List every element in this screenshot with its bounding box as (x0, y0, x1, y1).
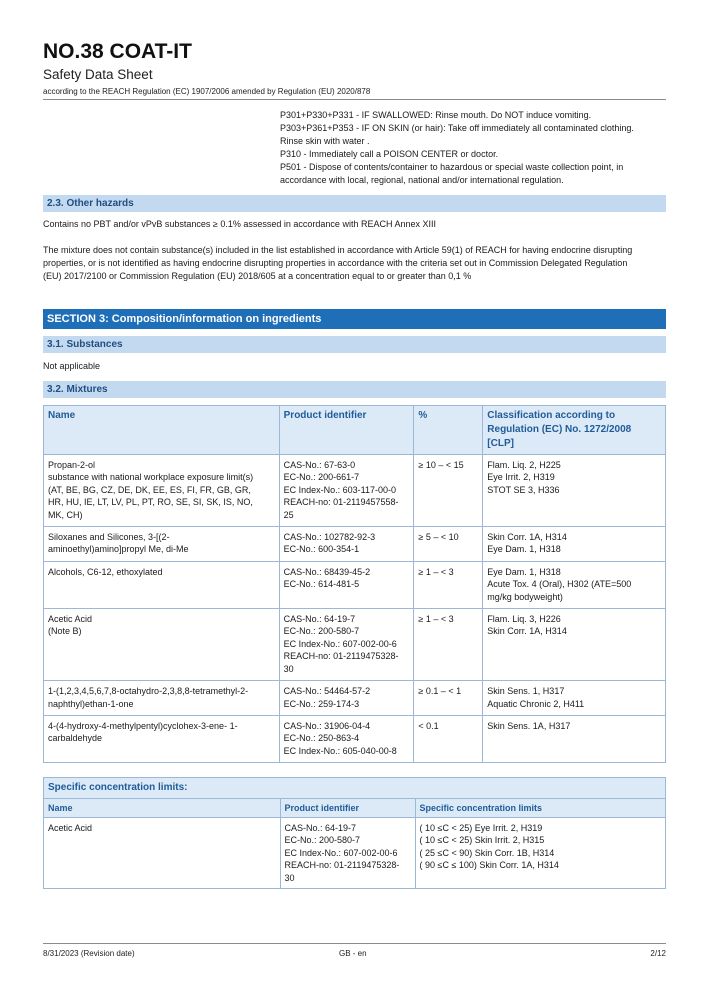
column-header-limits: Specific concentration limits (415, 799, 665, 818)
cell-line: CAS-No.: 31906-04-4 (283, 720, 371, 731)
classification-cell (483, 715, 666, 762)
precautionary-line: accordance with local, regional, national and/or international regulation. (280, 175, 564, 186)
cell-line: Flam. Liq. 3, H226 (487, 614, 561, 625)
document-type: Safety Data Sheet (43, 67, 153, 82)
classification-cell (483, 681, 666, 716)
cell-line: ( 90 ≤C ≤ 100) Skin Corr. 1A, H314 (419, 860, 559, 871)
scl-title: Specific concentration limits: (44, 778, 665, 798)
precautionary-statements (280, 109, 670, 188)
revision-date: 8/31/2023 (Revision date) (43, 949, 135, 958)
cell-line: STOT SE 3, H336 (487, 484, 560, 495)
mixtures-table (43, 405, 666, 763)
cell-line: Alcohols, C6-12, ethoxylated (48, 566, 163, 577)
scl-table (44, 798, 665, 888)
column-header-name: Name (44, 406, 280, 455)
percent-cell: < 0.1 (414, 715, 483, 762)
table-row (44, 715, 666, 762)
cell-line: (Note B) (48, 626, 82, 637)
cell-line: ( 25 ≤C < 90) Skin Corr. 1B, H314 (419, 847, 555, 858)
substance-name-cell (44, 527, 280, 562)
table-header-row (44, 799, 665, 818)
column-header-percent: % (414, 406, 483, 455)
table-row (44, 455, 666, 527)
cell-line: Eye Dam. 1, H318 (487, 544, 561, 555)
substance-name-cell (44, 561, 280, 608)
cell-line: mg/kg bodyweight) (487, 591, 563, 602)
cell-line: REACH-no: 01-2119475328- (283, 651, 399, 662)
endocrine-line: The mixture does not contain substance(s) included in the list established in accordance with Article 59(1) of REACH for having endocrine disrupting (43, 245, 633, 255)
table-header-row (44, 406, 666, 455)
cell-line: Siloxanes and Silicones, 3-[(2- (48, 532, 170, 543)
cell-line: HR, HU, IE, LT, LV, PL, PT, RO, SE, SI, SK, IS, NO, (48, 497, 253, 508)
cell-line: Skin Sens. 1A, H317 (487, 720, 571, 731)
percent-cell: ≥ 10 – < 15 (414, 455, 483, 527)
endocrine-statement (43, 244, 668, 283)
identifier-cell (279, 455, 414, 527)
cell-line: EC Index-No.: 607-002-00-6 (284, 847, 398, 858)
percent-cell: ≥ 5 – < 10 (414, 527, 483, 562)
regulation-note: according to the REACH Regulation (EC) 1907/2006 amended by Regulation (EU) 2020/878 (43, 87, 371, 96)
cell-line: EC Index-No.: 605-040-00-8 (283, 745, 397, 756)
cell-line: naphthyl)ethan-1-one (48, 698, 134, 709)
specific-concentration-limits-box (43, 777, 666, 889)
footer-divider (43, 943, 666, 944)
cell-line: REACH-no: 01-2119457558- (283, 497, 399, 508)
cell-line: Skin Corr. 1A, H314 (487, 532, 567, 543)
percent-cell: ≥ 1 – < 3 (414, 561, 483, 608)
cell-line: MK, CH) (48, 509, 83, 520)
cell-line: Propan-2-ol (48, 460, 96, 470)
mixtures-heading: 3.2. Mixtures (43, 381, 666, 398)
table-row (44, 527, 666, 562)
pbt-statement: Contains no PBT and/or vPvB substances ≥ 0.1% assessed in accordance with REACH Annex XIII (43, 219, 436, 229)
table-row (44, 609, 666, 681)
cell-line: ( 10 ≤C < 25) Skin Irrit. 2, H315 (419, 835, 545, 846)
cell-line: EC-No.: 259-174-3 (283, 698, 360, 709)
substances-text: Not applicable (43, 361, 101, 371)
percent-cell: ≥ 1 – < 3 (414, 609, 483, 681)
column-header-identifier: Product identifier (279, 406, 414, 455)
cell-line: Eye Irrit. 2, H319 (487, 472, 555, 483)
classification-cell (483, 561, 666, 608)
cell-line: EC-No.: 200-661-7 (283, 472, 360, 483)
identifier-cell (279, 609, 414, 681)
cell-line: CAS-No.: 64-19-7 (283, 614, 356, 625)
page-number: 2/12 (650, 949, 666, 958)
cell-line: CAS-No.: 68439-45-2 (283, 566, 371, 577)
table-row (44, 681, 666, 716)
cell-line: EC-No.: 200-580-7 (283, 626, 360, 637)
percent-cell: ≥ 0.1 – < 1 (414, 681, 483, 716)
classification-cell (483, 609, 666, 681)
table-row (44, 561, 666, 608)
language-code: GB - en (339, 949, 367, 958)
identifier-cell (279, 681, 414, 716)
cell-line: 25 (283, 509, 294, 520)
cell-line: Flam. Liq. 2, H225 (487, 460, 561, 470)
product-title: NO.38 COAT-IT (43, 40, 192, 63)
cell-line: EC-No.: 200-580-7 (284, 835, 361, 846)
cell-line: 30 (284, 872, 295, 883)
header-line: Regulation (EC) No. 1272/2008 (487, 424, 632, 435)
identifier-cell (280, 818, 415, 889)
cell-line: CAS-No.: 102782-92-3 (283, 532, 376, 543)
cell-line: CAS-No.: 54464-57-2 (283, 686, 371, 697)
identifier-cell (279, 715, 414, 762)
header-line: [CLP] (487, 438, 514, 449)
substance-name-cell (44, 818, 280, 889)
cell-line: EC-No.: 614-481-5 (283, 579, 360, 590)
column-header-name: Name (44, 799, 280, 818)
cell-line: 4-(4-hydroxy-4-methylpentyl)cyclohex-3-ene- 1- (48, 720, 238, 731)
cell-line: Skin Corr. 1A, H314 (487, 626, 567, 637)
identifier-cell (279, 527, 414, 562)
endocrine-line: (EU) 2017/2100 or Commission Regulation (EU) 2018/605 at a concentration equal to or greater than 0,1 % (43, 271, 472, 281)
substance-name-cell (44, 681, 280, 716)
precautionary-line: P301+P330+P331 - IF SWALLOWED: Rinse mouth. Do NOT induce vomiting. (280, 110, 592, 120)
cell-line: CAS-No.: 64-19-7 (284, 823, 357, 833)
cell-line: EC-No.: 250-863-4 (283, 733, 360, 744)
header-divider (43, 99, 666, 100)
column-header-classification (483, 406, 666, 455)
substance-name-cell (44, 715, 280, 762)
precautionary-line: P303+P361+P353 - IF ON SKIN (or hair): Take off immediately all contaminated clothing. (280, 123, 634, 134)
precautionary-line: P310 - Immediately call a POISON CENTER or doctor. (280, 149, 499, 160)
cell-line: Acute Tox. 4 (Oral), H302 (ATE=500 (487, 579, 632, 590)
classification-cell (483, 455, 666, 527)
cell-line: EC Index-No.: 603-117-00-0 (283, 484, 397, 495)
identifier-cell (279, 561, 414, 608)
classification-cell (483, 527, 666, 562)
cell-line: Skin Sens. 1, H317 (487, 686, 565, 697)
cell-line: CAS-No.: 67-63-0 (283, 460, 356, 470)
cell-line: Acetic Acid (48, 614, 93, 625)
cell-line: REACH-no: 01-2119475328- (284, 860, 400, 871)
cell-line: EC Index-No.: 607-002-00-6 (283, 638, 397, 649)
cell-line: 1-(1,2,3,4,5,6,7,8-octahydro-2,3,8,8-tetramethyl-2- (48, 686, 249, 697)
cell-line: EC-No.: 600-354-1 (283, 544, 360, 555)
column-header-identifier: Product identifier (280, 799, 415, 818)
cell-line: ( 10 ≤C < 25) Eye Irrit. 2, H319 (419, 823, 543, 833)
other-hazards-heading: 2.3. Other hazards (43, 195, 666, 212)
header-line: Classification according to (487, 410, 616, 421)
substance-name-cell (44, 609, 280, 681)
cell-line: aminoethyl)amino]propyl Me, di-Me (48, 544, 189, 555)
precautionary-line: P501 - Dispose of contents/container to hazardous or special waste collection point, in (280, 162, 624, 173)
cell-line: Aquatic Chronic 2, H411 (487, 698, 585, 709)
cell-line: substance with national workplace exposure limit(s) (48, 472, 254, 483)
table-row (44, 818, 665, 889)
endocrine-line: properties, or is not identified as having endocrine disrupting properties in accordance with the criteria set out in Commission Delegated Regulation (43, 258, 628, 268)
substances-heading: 3.1. Substances (43, 336, 666, 353)
cell-line: Eye Dam. 1, H318 (487, 566, 561, 577)
limits-cell (415, 818, 665, 889)
cell-line: (AT, BE, BG, CZ, DE, DK, EE, ES, FI, FR, GB, GR, (48, 484, 251, 495)
substance-name-cell (44, 455, 280, 527)
section3-heading: SECTION 3: Composition/information on ingredients (43, 309, 666, 329)
precautionary-line: Rinse skin with water . (280, 136, 370, 147)
cell-line: carbaldehyde (48, 733, 103, 744)
cell-line: Acetic Acid (48, 823, 93, 833)
cell-line: 30 (283, 663, 294, 674)
